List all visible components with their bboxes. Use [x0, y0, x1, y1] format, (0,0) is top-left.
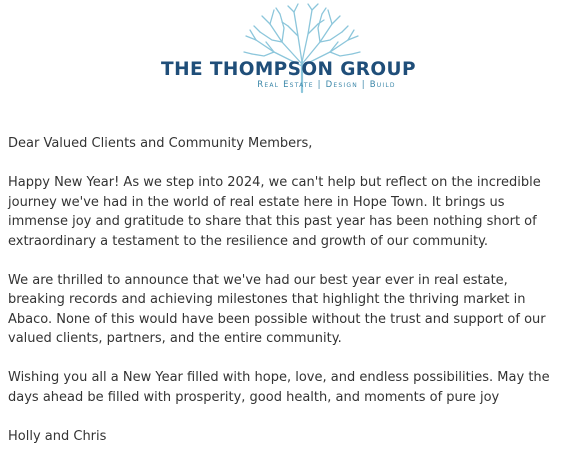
email-header [0, 0, 567, 105]
company-tagline: Real Estate | Design | Build [257, 80, 396, 90]
paragraph-greeting: Happy New Year! As we step into 2024, we can't help but reflect on the incredible journey we've had in the world of real estate here in Hope Town. It brings us immense joy and gratitude to share that this past year has been nothing short of extraordinary a testament to the resilience and growth of our community. [8, 175, 541, 249]
paragraph-wishes: Wishing you all a New Year filled with hope, love, and endless possibilities. May the days ahead be filled with prosperity, good health, and moments of pure joy [8, 370, 550, 405]
signature: Holly and Chris [8, 428, 107, 444]
paragraph-announcement: We are thrilled to announce that we've had our best year ever in real estate, breaking records and achieving milestones that highlight the thriving market in Abaco. None of this would have been possible without the trust and support of our valued clients, partners, and the entire community. [8, 272, 546, 346]
letter-body [8, 134, 564, 446]
company-name: THE THOMPSON GROUP [161, 59, 416, 80]
salutation: Dear Valued Clients and Community Members, [8, 136, 313, 151]
